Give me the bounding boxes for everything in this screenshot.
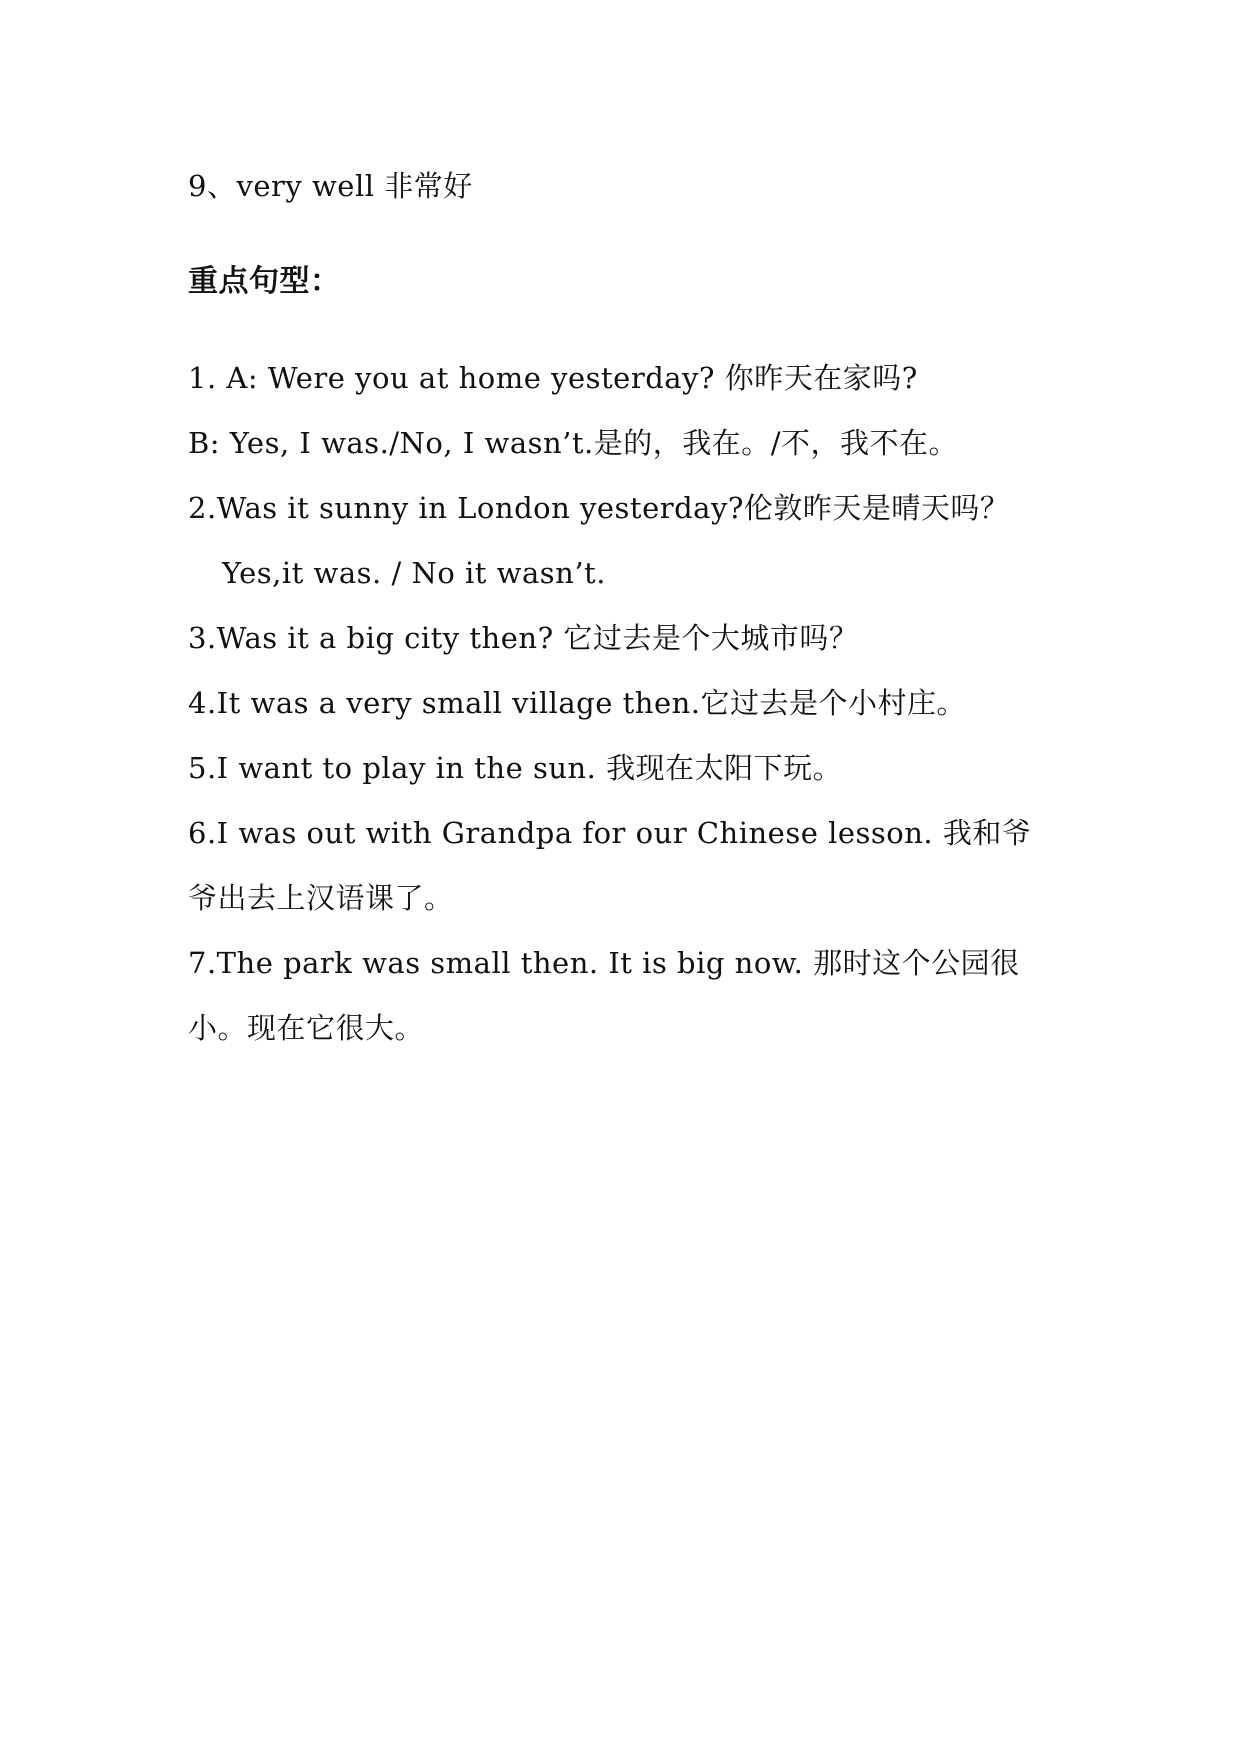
sentence-6-line-1: 6.I was out with Grandpa for our Chinese lesson. 我和爷 [188, 816, 1032, 850]
sentence-1-question: 1. A: Were you at home yesterday? 你昨天在家吗? [188, 361, 918, 395]
sentence-5: 5.I want to play in the sun. 我现在太阳下玩。 [188, 751, 843, 785]
vocab-item-9: 9、very well 非常好 [188, 169, 473, 203]
sentence-1-answer: B: Yes, I was./No, I wasn’t.是的，我在。/不，我不在。 [188, 426, 959, 460]
sentence-7-line-2: 小。现在它很大。 [188, 1011, 425, 1045]
sentence-2-question: 2.Was it sunny in London yesterday?伦敦昨天是晴天吗？ [188, 491, 1010, 525]
sentence-2-answer: Yes,it was. / No it wasn’t. [222, 556, 606, 590]
section-heading: 重点句型： [188, 264, 341, 299]
sentence-3: 3.Was it a big city then? 它过去是个大城市吗？ [188, 621, 859, 655]
sentence-4: 4.It was a very small village then.它过去是个小村庄。 [188, 686, 966, 720]
sentence-6-line-2: 爷出去上汉语课了。 [188, 881, 454, 915]
sentence-7-line-1: 7.The park was small then. It is big now. 那时这个公园很 [188, 946, 1020, 980]
